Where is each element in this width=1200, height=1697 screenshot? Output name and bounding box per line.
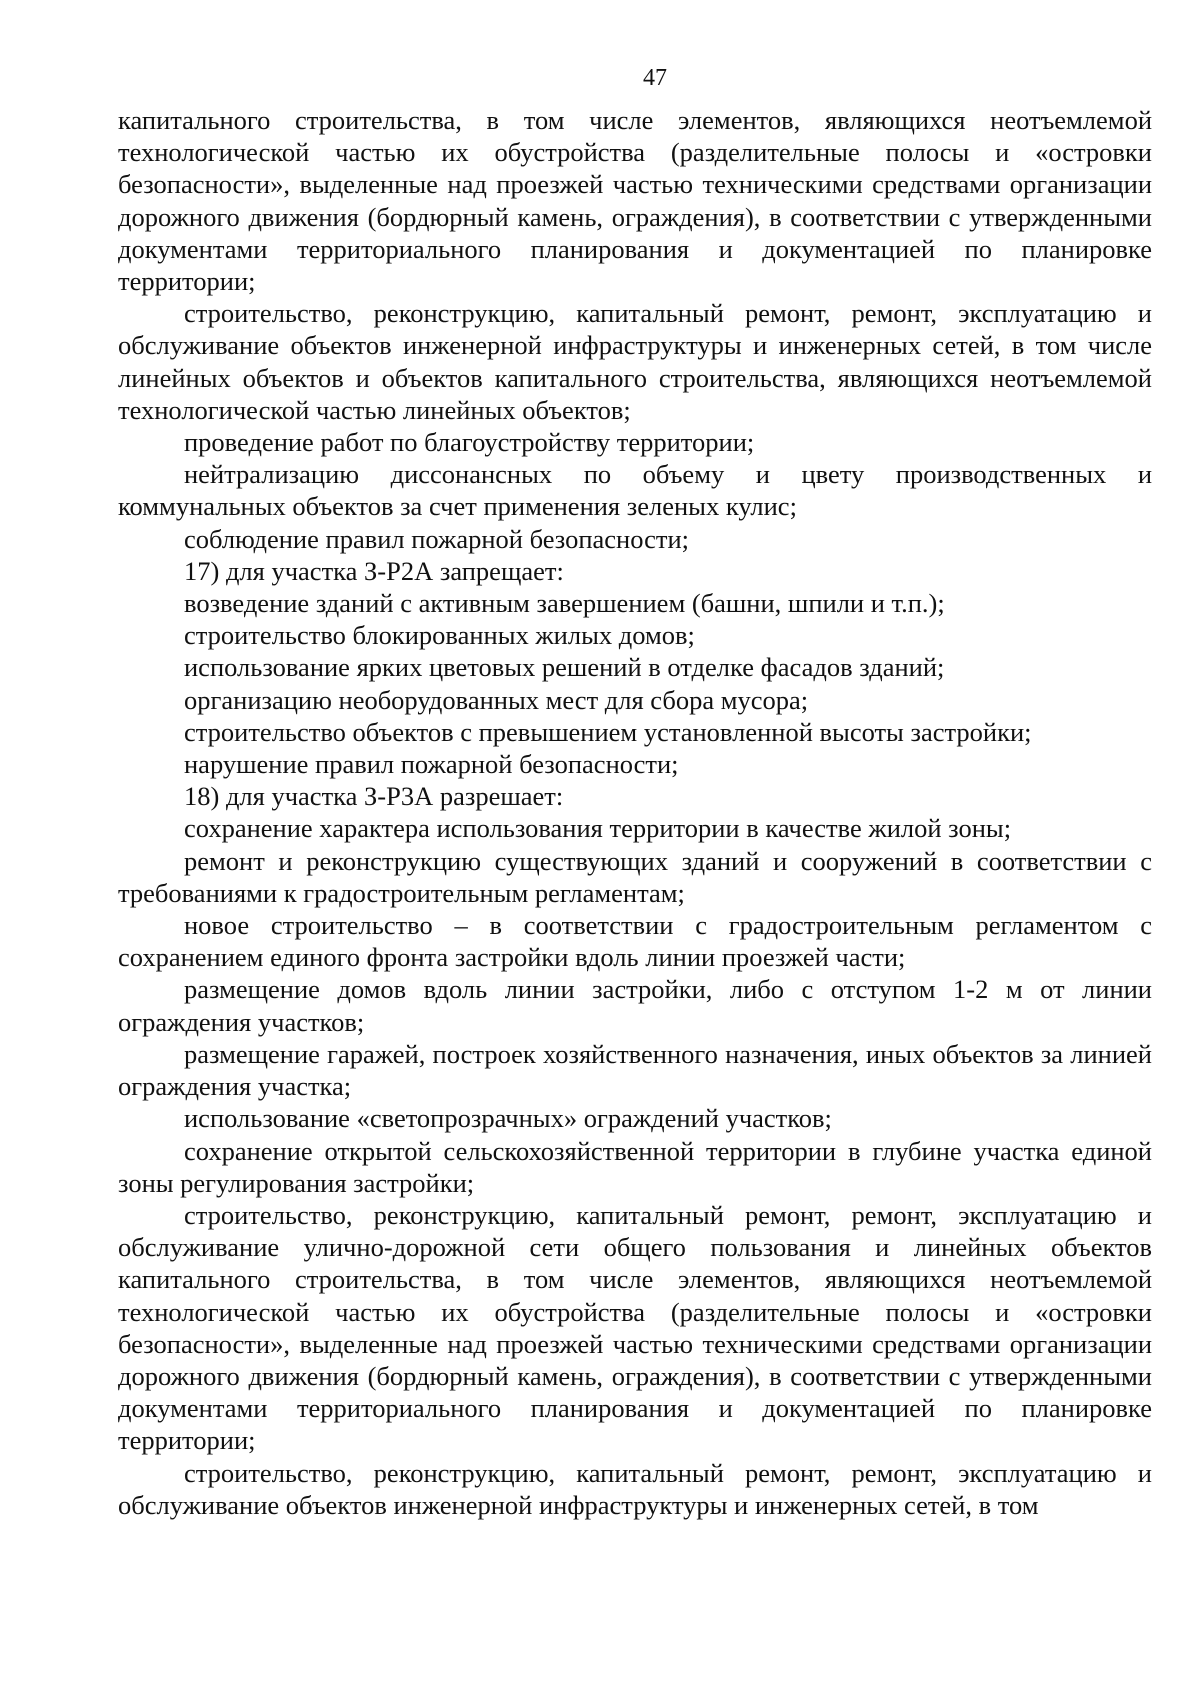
paragraph: строительство блокированных жилых домов; [184, 620, 695, 651]
paragraph: проведение работ по благоустройству территории; [184, 427, 755, 458]
paragraph: использование «светопрозрачных» ограждений участков; [184, 1103, 832, 1134]
paragraph: размещение гаражей, построек хозяйственного назначения, иных объектов за линией ограждения участка; [118, 1038, 1152, 1102]
paragraph-continues: строительство, реконструкцию, капитальный ремонт, ремонт, эксплуатацию и обслуживание объектов инженерной инфраструктуры и инженерных сетей, в том [118, 1457, 1152, 1520]
paragraph: строительство, реконструкцию, капитальный ремонт, ремонт, эксплуатацию и обслуживание улично-дорожной сети общего пользования и линейных объектов капитального строительства, в том числе элементов, являющихся неотъемлемой технологической частью их обустройства (разделительные полосы и «островки безопасности», выделенные над проезжей частью техническими средствами организации дорожного движения (бордюрный камень, ограждения), в соответствии с утвержденными документами территориального планирования и документацией по планировке территории; [118, 1199, 1152, 1456]
paragraph: сохранение характера использования территории в качестве жилой зоны; [184, 813, 1012, 844]
paragraph: использование ярких цветовых решений в отделке фасадов зданий; [184, 652, 945, 683]
paragraph: размещение домов вдоль линии застройки, либо с отступом 1-2 м от линии ограждения участков; [118, 974, 1152, 1037]
paragraph: нейтрализацию диссонансных по объему и цвету производственных и коммунальных объектов за счет применения зеленых кулис; [118, 459, 1152, 522]
paragraph: строительство объектов с превышением установленной высоты застройки; [184, 716, 1032, 747]
section-heading-18: 18) для участка З-Р3А разрешает: [184, 781, 564, 812]
section-heading-17: 17) для участка З-Р2А запрещает: [184, 555, 564, 586]
paragraph: сохранение открытой сельскохозяйственной территории в глубине участка единой зоны регулирования застройки; [118, 1135, 1152, 1198]
paragraph: возведение зданий с активным завершением (башни, шпили и т.п.); [184, 588, 945, 619]
paragraph: организацию необорудованных мест для сбора мусора; [184, 684, 809, 715]
paragraph-continued: капитального строительства, в том числе элементов, являющихся неотъемлемой технологической частью их обустройства (разделительные полосы и «островки безопасности», выделенные над проезжей частью техническими средствами организации дорожного движения (бордюрный камень, ограждения), в соответствии с утвержденными документами территориального планирования и документацией по планировке территории; [118, 105, 1152, 297]
paragraph: нарушение правил пожарной безопасности; [184, 749, 679, 780]
paragraph: соблюдение правил пожарной безопасности; [184, 523, 690, 554]
page-number: 47 [643, 65, 667, 91]
paragraph: новое строительство – в соответствии с градостроительным регламентом с сохранением единого фронта застройки вдоль линии проезжей части; [118, 910, 1152, 973]
document-body [118, 104, 1152, 1521]
paragraph: ремонт и реконструкцию существующих зданий и сооружений в соответствии с требованиями к градостроительным регламентам; [118, 845, 1152, 908]
paragraph: строительство, реконструкцию, капитальный ремонт, ремонт, эксплуатацию и обслуживание объектов инженерной инфраструктуры и инженерных сетей, в том числе линейных объектов и объектов капитального строительства, являющихся неотъемлемой технологической частью линейных объектов; [118, 298, 1152, 425]
